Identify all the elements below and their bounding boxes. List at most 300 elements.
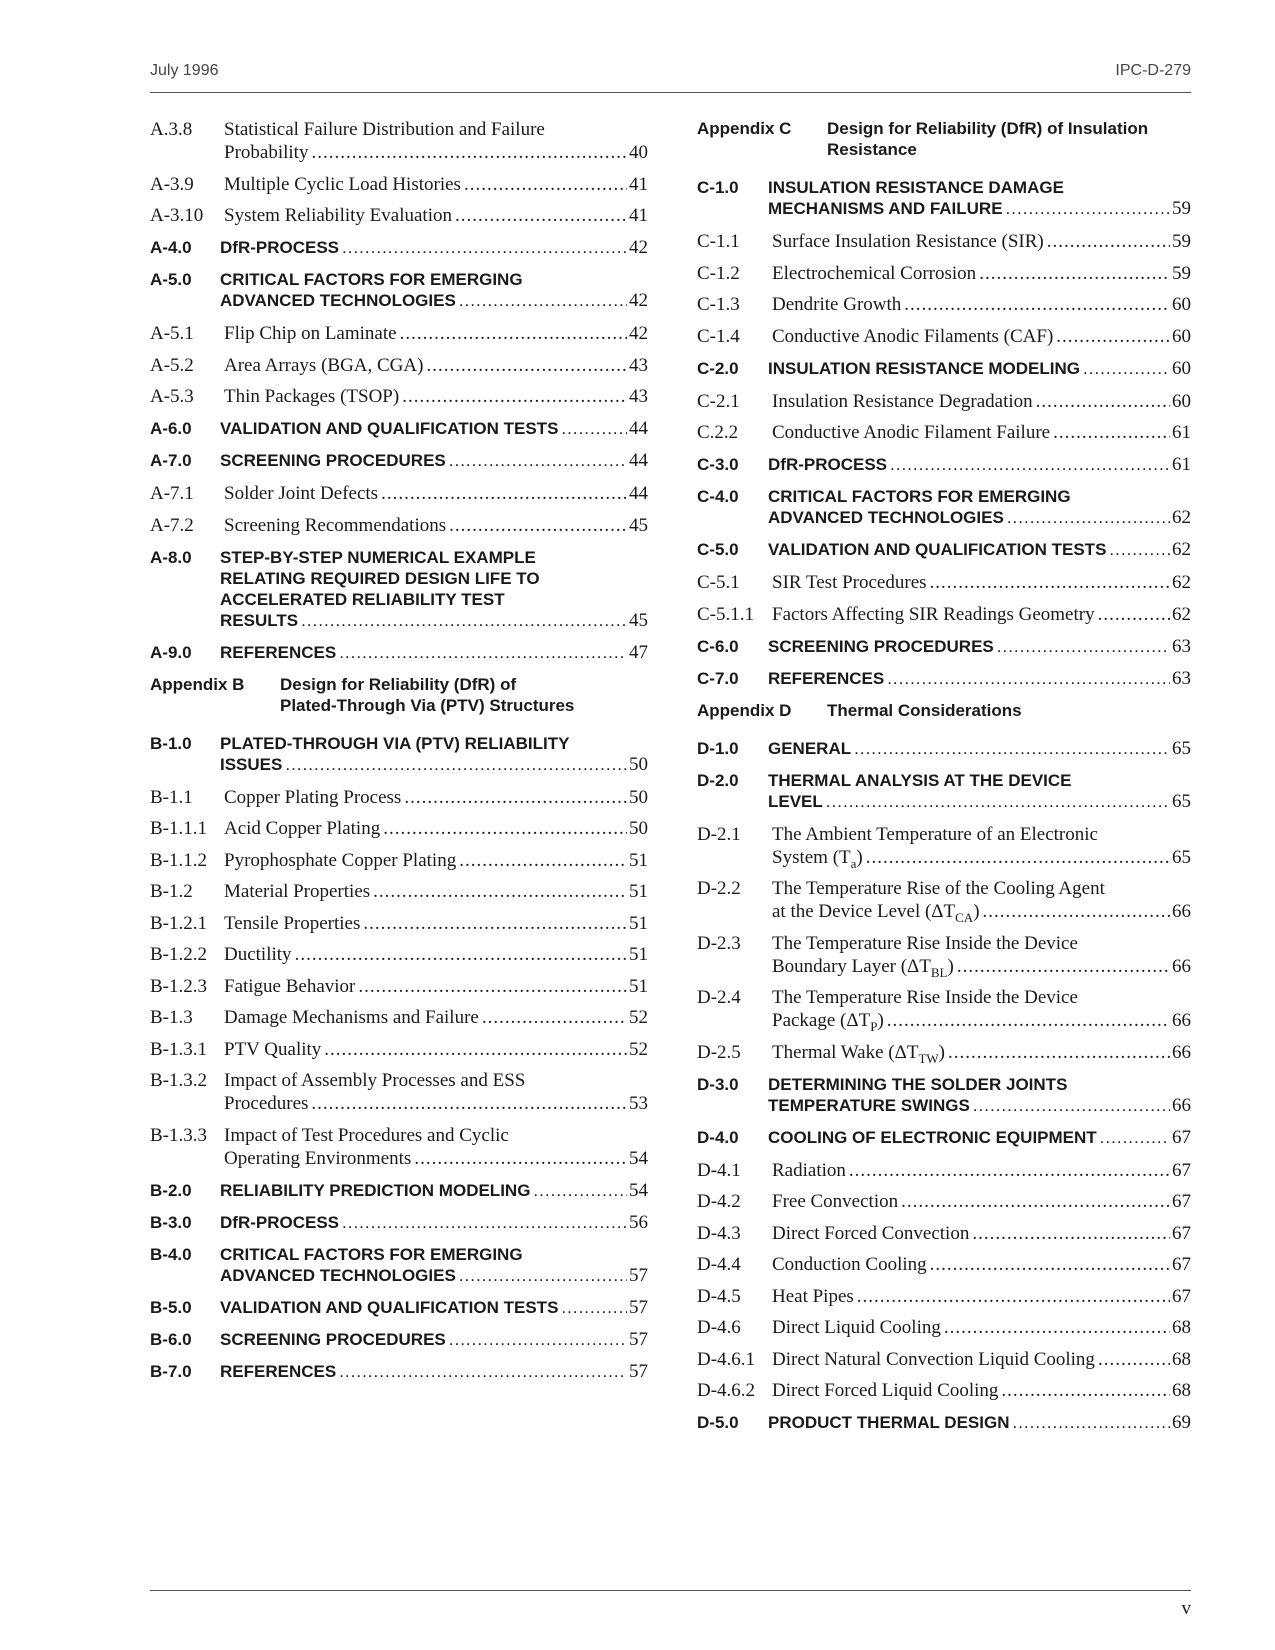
toc-subsection-entry <box>150 880 648 903</box>
entry-title-segment: Direct Natural Convection Liquid Cooling <box>772 1348 1095 1370</box>
entry-title-last-line <box>768 358 1191 379</box>
header-doc-id: IPC-D-279 <box>1115 62 1191 79</box>
entry-page-number: 67 <box>1172 1191 1191 1212</box>
entry-title-text <box>772 230 1044 253</box>
entry-title-text <box>772 603 1095 626</box>
toc-section-entry <box>150 642 648 663</box>
entry-page-number: 45 <box>629 609 648 631</box>
entry-number: A-8.0 <box>150 547 192 567</box>
entry-title-text <box>768 198 1003 219</box>
entry-title-text <box>772 846 863 869</box>
toc-subsection-entry <box>697 1379 1191 1402</box>
toc-section-entry <box>150 547 648 631</box>
entry-title-segment: Fatigue Behavior <box>224 975 356 997</box>
entry-title-text <box>768 738 851 759</box>
entry-body <box>768 770 1191 812</box>
entry-title-last-line <box>224 322 648 345</box>
dot-leader <box>404 786 627 809</box>
entry-number: B-1.1.2 <box>150 849 207 871</box>
entry-page-number: 51 <box>629 944 648 965</box>
entry-title-segment: RESULTS <box>220 610 299 630</box>
entry-title-subscript: TW <box>918 1050 939 1066</box>
dot-leader <box>459 849 627 872</box>
entry-title-text <box>220 290 456 311</box>
entry-title-last-line <box>768 668 1191 689</box>
entry-title-line: The Temperature Rise of the Cooling Agent <box>772 878 1105 899</box>
entry-number: D-4.6 <box>697 1317 741 1338</box>
entry-page-number: 61 <box>1172 422 1191 443</box>
entry-title-text <box>768 454 887 475</box>
entry-title-segment: VALIDATION AND QUALIFICATION TESTS <box>220 1297 559 1317</box>
entry-title-last-line <box>772 955 1191 978</box>
entry-page-number: 66 <box>1172 901 1191 922</box>
dot-leader <box>449 450 627 471</box>
entry-title-line: Design for Reliability (DfR) of Insulation <box>827 119 1149 138</box>
entry-number: D-2.4 <box>697 987 741 1008</box>
toc-subsection-entry <box>697 986 1191 1032</box>
appendix-heading <box>697 118 1191 160</box>
entry-title-text <box>768 539 1106 560</box>
entry-title-segment: Flip Chip on Laminate <box>224 323 397 344</box>
entry-title-segment: Probability <box>224 142 309 163</box>
toc-subsection-entry <box>697 1041 1191 1064</box>
entry-title-text <box>772 1253 927 1276</box>
dot-leader <box>854 738 1170 759</box>
entry-title-text <box>772 1316 941 1339</box>
entry-page-number: 63 <box>1172 667 1191 689</box>
entry-title-last-line <box>768 636 1191 657</box>
entry-title-text <box>772 421 1050 444</box>
dot-leader <box>358 975 627 998</box>
entry-title-segment: Procedures <box>224 1093 309 1114</box>
entry-number: B-1.3.3 <box>150 1124 207 1146</box>
dot-leader <box>887 1009 1170 1032</box>
entry-title-text <box>772 1159 846 1182</box>
entry-body <box>224 786 648 809</box>
entry-page-number: 61 <box>1172 454 1191 475</box>
entry-title-subscript: BL <box>930 964 948 980</box>
toc-section-entry <box>150 1244 648 1286</box>
entry-title-last-line <box>224 817 648 840</box>
entry-title-text <box>224 975 355 998</box>
toc-section-entry <box>150 418 648 439</box>
entry-title-last-line <box>772 1253 1191 1276</box>
entry-page-number: 60 <box>1172 294 1191 315</box>
entry-title-last-line <box>220 1297 648 1318</box>
entry-number: D-3.0 <box>697 1074 739 1094</box>
entry-title-text <box>772 390 1033 413</box>
toc-subsection-entry <box>697 1316 1191 1339</box>
entry-body <box>220 1329 648 1350</box>
entry-number: B-1.1 <box>150 786 193 808</box>
entry-body <box>224 118 648 164</box>
entry-page-number: 62 <box>1172 603 1191 625</box>
toc-subsection-entry <box>150 786 648 809</box>
entry-title-segment: Operating Environments <box>224 1147 412 1169</box>
entry-number: D-2.5 <box>697 1041 741 1063</box>
entry-page-number: 68 <box>1172 1348 1191 1370</box>
entry-title-text <box>768 791 823 812</box>
entry-body <box>772 571 1191 594</box>
entry-page-number: 66 <box>1172 1010 1191 1031</box>
entry-title-last-line <box>772 230 1191 253</box>
entry-page-number: 41 <box>629 173 648 195</box>
entry-page-number: 68 <box>1172 1380 1191 1401</box>
toc-subsection-entry <box>150 322 648 345</box>
entry-page-number: 41 <box>629 205 648 226</box>
entry-page-number: 52 <box>629 1038 648 1060</box>
entry-title-segment: Package (ΔT <box>772 1010 871 1031</box>
entry-title-segment: Area Arrays (BGA, CGA) <box>224 354 424 376</box>
dot-leader <box>324 1038 627 1061</box>
toc-section-entry <box>697 1412 1191 1433</box>
entry-title-last-line <box>224 912 648 935</box>
entry-title-last-line <box>220 1361 648 1382</box>
entry-number: A-9.0 <box>150 642 192 662</box>
entry-title-text <box>772 1379 998 1402</box>
entry-title-text <box>224 1147 411 1170</box>
entry-page-number: 62 <box>1172 507 1191 528</box>
entry-body <box>220 269 648 311</box>
entry-number: A-7.0 <box>150 451 192 470</box>
entry-title-text <box>220 1212 339 1233</box>
toc-subsection-entry <box>150 1124 648 1170</box>
entry-title-last-line <box>772 1041 1191 1064</box>
entry-number: A-7.1 <box>150 483 194 504</box>
entry-body <box>768 539 1191 560</box>
dot-leader <box>1098 603 1170 626</box>
entry-title-segment: ) <box>947 955 954 977</box>
dot-leader <box>383 817 627 840</box>
entry-title-segment: RELIABILITY PREDICTION MODELING <box>220 1180 531 1200</box>
toc-section-entry <box>150 1329 648 1350</box>
entry-title-last-line <box>224 173 648 196</box>
entry-title-text <box>220 1329 446 1350</box>
entry-page-number: 50 <box>629 753 648 775</box>
toc-section-entry <box>697 454 1191 475</box>
entry-number: A-5.1 <box>150 323 194 344</box>
toc-section-entry <box>150 1180 648 1201</box>
entry-title-segment: SCREENING PROCEDURES <box>220 451 446 470</box>
toc-subsection-entry <box>697 325 1191 348</box>
dot-leader <box>414 1147 627 1170</box>
toc-subsection-entry <box>150 482 648 505</box>
entry-page-number: 65 <box>1172 846 1191 868</box>
entry-body <box>772 1159 1191 1182</box>
toc-subsection-entry <box>150 849 648 872</box>
dot-leader <box>455 204 627 227</box>
entry-title-segment: GENERAL <box>768 738 852 758</box>
toc-subsection-entry <box>150 354 648 377</box>
entry-title-last-line <box>224 1006 648 1029</box>
toc-section-entry <box>697 1074 1191 1116</box>
entry-title-text <box>224 912 360 935</box>
footer-rule <box>150 1590 1191 1591</box>
entry-body <box>224 975 648 998</box>
entry-title-segment: Plated-Through Via (PTV) Structures <box>280 695 575 715</box>
entry-title-line: The Ambient Temperature of an Electronic <box>772 823 1098 845</box>
entry-title-text <box>772 900 980 923</box>
dot-leader <box>1109 539 1170 560</box>
entry-number: B-5.0 <box>150 1297 192 1317</box>
entry-number: C-3.0 <box>697 455 739 474</box>
entry-body <box>224 482 648 505</box>
entry-title-segment: Tensile Properties <box>224 912 361 934</box>
dot-leader <box>904 293 1170 316</box>
entry-body <box>220 1361 648 1382</box>
entry-page-number: 56 <box>629 1211 648 1233</box>
entry-title-segment: Screening Recommendations <box>224 514 447 536</box>
page-number: v <box>1181 1598 1191 1619</box>
entry-page-number: 62 <box>1172 539 1191 560</box>
entry-title-text <box>224 817 380 840</box>
entry-title-segment: SIR Test Procedures <box>772 572 927 593</box>
dot-leader <box>402 385 627 408</box>
dot-leader <box>887 668 1170 689</box>
entry-body <box>220 1212 648 1233</box>
entry-title-last-line <box>220 237 648 258</box>
entry-title-segment: REFERENCES <box>220 642 337 662</box>
entry-title-segment: Conduction Cooling <box>772 1254 927 1275</box>
entry-page-number: 57 <box>629 1360 648 1382</box>
entry-page-number: 57 <box>629 1264 648 1286</box>
entry-title-text <box>220 450 446 471</box>
entry-title-segment: REFERENCES <box>768 668 885 688</box>
entry-body <box>768 454 1191 475</box>
entry-title-segment: ) <box>877 1010 884 1031</box>
entry-title-text <box>827 700 1022 721</box>
entry-title-text <box>220 1297 558 1318</box>
entry-number: C-1.2 <box>697 262 740 284</box>
entry-page-number: 47 <box>629 641 648 663</box>
entry-title-segment: ADVANCED TECHNOLOGIES <box>768 508 1004 527</box>
entry-title-line: Impact of Test Procedures and Cyclic <box>224 1124 509 1146</box>
entry-title-segment: ADVANCED TECHNOLOGIES <box>220 1265 456 1285</box>
entry-number: D-2.3 <box>697 932 741 954</box>
entry-title-last-line <box>220 754 648 775</box>
entry-number: A-5.0 <box>150 270 192 289</box>
entry-title-last-line <box>772 390 1191 413</box>
dot-leader <box>459 290 627 311</box>
entry-title-segment: Resistance <box>827 140 917 159</box>
entry-title-text <box>772 293 901 316</box>
entry-title-text <box>768 668 884 689</box>
dot-leader <box>482 1006 627 1029</box>
entry-title-segment: Direct Liquid Cooling <box>772 1317 941 1338</box>
entry-page-number: 68 <box>1172 1317 1191 1338</box>
entry-page-number: 65 <box>1172 790 1191 812</box>
dot-leader <box>285 754 627 775</box>
entry-title-last-line <box>768 1412 1191 1433</box>
entry-title-segment: Boundary Layer (ΔT <box>772 955 931 977</box>
entry-title-last-line <box>220 1265 648 1286</box>
entry-number: D-1.0 <box>697 738 739 758</box>
toc-subsection-entry <box>697 293 1191 316</box>
entry-body <box>772 1316 1191 1339</box>
entry-body <box>772 1253 1191 1276</box>
entry-page-number: 59 <box>1172 262 1191 284</box>
entry-title-segment: DfR-PROCESS <box>220 1212 340 1232</box>
entry-page-number: 66 <box>1172 1041 1191 1063</box>
dot-leader <box>973 1095 1170 1116</box>
dot-leader <box>1006 198 1170 219</box>
entry-title-line: Statistical Failure Distribution and Failure <box>224 119 545 140</box>
entry-page-number: 44 <box>629 483 648 504</box>
toc-subsection-entry <box>697 230 1191 253</box>
entry-title-segment: ) <box>973 901 980 922</box>
entry-title-text <box>224 322 397 345</box>
entry-title-segment: PTV Quality <box>224 1038 322 1060</box>
entry-number: D-4.5 <box>697 1285 741 1307</box>
entry-title-text <box>220 418 558 439</box>
entry-body <box>224 322 648 345</box>
toc-subsection-entry <box>150 204 648 227</box>
entry-number: C-2.0 <box>697 358 739 378</box>
entry-title-last-line <box>220 1329 648 1350</box>
entry-title-subscript: CA <box>955 909 974 925</box>
entry-number: C-1.3 <box>697 294 740 315</box>
entry-number: A.3.8 <box>150 119 193 140</box>
entry-number: C-4.0 <box>697 487 739 506</box>
entry-title-subscript: a <box>850 855 857 871</box>
entry-title-segment: SCREENING PROCEDURES <box>220 1329 446 1349</box>
entry-body <box>220 733 648 775</box>
dot-leader <box>311 141 627 164</box>
dot-leader <box>373 880 627 903</box>
toc-subsection-entry <box>150 817 648 840</box>
entry-body <box>224 880 648 903</box>
entry-title-segment: INSULATION RESISTANCE MODELING <box>768 358 1080 378</box>
entry-body <box>224 514 648 537</box>
entry-title-text <box>224 354 423 377</box>
entry-body <box>224 1038 648 1061</box>
toc-section-entry <box>697 770 1191 812</box>
entry-title-last-line <box>772 1190 1191 1213</box>
entry-body <box>220 237 648 258</box>
entry-title-last-line <box>772 325 1191 348</box>
entry-number: C-5.1.1 <box>697 603 754 625</box>
entry-title-segment: DfR-PROCESS <box>768 455 888 474</box>
entry-page-number: 59 <box>1172 231 1191 252</box>
entry-page-number: 54 <box>629 1147 648 1169</box>
entry-title-line: Design for Reliability (DfR) of <box>280 674 517 694</box>
entry-title-text <box>224 1006 479 1029</box>
entry-number: D-4.6.2 <box>697 1380 756 1401</box>
entry-page-number: 43 <box>629 386 648 407</box>
entry-body <box>768 1127 1191 1148</box>
entry-page-number: 52 <box>629 1007 648 1028</box>
dot-leader <box>459 1265 627 1286</box>
entry-title-segment: Conductive Anodic Filaments (CAF) <box>772 325 1054 347</box>
entry-title-last-line <box>772 1159 1191 1182</box>
entry-number: Appendix C <box>697 119 792 138</box>
toc-subsection-entry <box>150 943 648 966</box>
dot-leader <box>301 610 627 631</box>
entry-title-text <box>772 955 954 978</box>
entry-title-segment: Copper Plating Process <box>224 786 402 808</box>
entry-title-line: The Temperature Rise Inside the Device <box>772 932 1078 954</box>
entry-title-text <box>224 482 378 505</box>
dot-leader <box>1001 1379 1170 1402</box>
entry-title-text <box>224 880 370 903</box>
entry-number: B-1.2.2 <box>150 944 207 965</box>
dot-leader <box>1012 1412 1170 1433</box>
entry-title-last-line <box>772 1009 1191 1032</box>
entry-body <box>280 674 648 716</box>
entry-body <box>220 1297 648 1318</box>
entry-body <box>224 817 648 840</box>
toc-subsection-entry <box>150 173 648 196</box>
header-date: July 1996 <box>150 62 219 79</box>
toc-subsection-entry <box>697 1222 1191 1245</box>
entry-title-text <box>220 642 336 663</box>
entry-body <box>224 849 648 872</box>
entry-title-last-line <box>772 1379 1191 1402</box>
toc-subsection-entry <box>697 1285 1191 1308</box>
entry-body <box>772 1222 1191 1245</box>
dot-leader <box>826 791 1170 812</box>
entry-title-segment: TEMPERATURE SWINGS <box>768 1095 970 1115</box>
entry-page-number: 42 <box>629 290 648 311</box>
entry-title-line: RELATING REQUIRED DESIGN LIFE TO <box>220 568 540 588</box>
dot-leader <box>1007 507 1170 528</box>
entry-body <box>772 1348 1191 1371</box>
entry-page-number: 60 <box>1172 325 1191 347</box>
entry-title-line: THERMAL ANALYSIS AT THE DEVICE <box>768 770 1072 790</box>
entry-title-text <box>772 571 927 594</box>
entry-page-number: 42 <box>629 237 648 258</box>
entry-title-text <box>220 237 339 258</box>
entry-number: B-1.1.1 <box>150 818 207 839</box>
entry-title-last-line <box>224 141 648 164</box>
entry-title-last-line <box>280 695 648 716</box>
dot-leader <box>295 943 627 966</box>
entry-title-segment: Thin Packages (TSOP) <box>224 386 400 407</box>
toc-section-entry <box>697 636 1191 657</box>
dot-leader <box>1053 421 1170 444</box>
dot-leader <box>426 354 627 377</box>
entry-page-number: 57 <box>629 1328 648 1350</box>
entry-title-text <box>772 1222 969 1245</box>
entry-number: B-1.2.1 <box>150 912 207 934</box>
entry-title-segment: Dendrite Growth <box>772 294 902 315</box>
toc-subsection-entry <box>697 823 1191 869</box>
entry-body <box>768 177 1191 219</box>
toc-section-entry <box>697 1127 1191 1148</box>
entry-body <box>224 943 648 966</box>
entry-number: A-3.10 <box>150 205 204 226</box>
entry-number: D-2.1 <box>697 823 741 845</box>
entry-number: B-1.3.1 <box>150 1038 207 1060</box>
entry-body <box>224 912 648 935</box>
entry-title-last-line <box>220 1212 648 1233</box>
entry-body <box>224 385 648 408</box>
entry-number: A-5.2 <box>150 354 194 376</box>
entry-page-number: 51 <box>629 849 648 871</box>
entry-number: B-4.0 <box>150 1244 192 1264</box>
entry-title-segment: at the Device Level (ΔT <box>772 901 956 922</box>
entry-number: C-1.0 <box>697 178 739 197</box>
entry-page-number: 67 <box>1172 1126 1191 1148</box>
dot-leader <box>979 262 1170 285</box>
entry-page-number: 66 <box>1172 1094 1191 1116</box>
entry-title-last-line <box>768 539 1191 560</box>
entry-number: B-7.0 <box>150 1361 192 1381</box>
entry-title-segment: Thermal Considerations <box>827 700 1022 720</box>
dot-leader <box>1036 390 1170 413</box>
dot-leader <box>948 1041 1170 1064</box>
entry-title-last-line <box>772 603 1191 626</box>
